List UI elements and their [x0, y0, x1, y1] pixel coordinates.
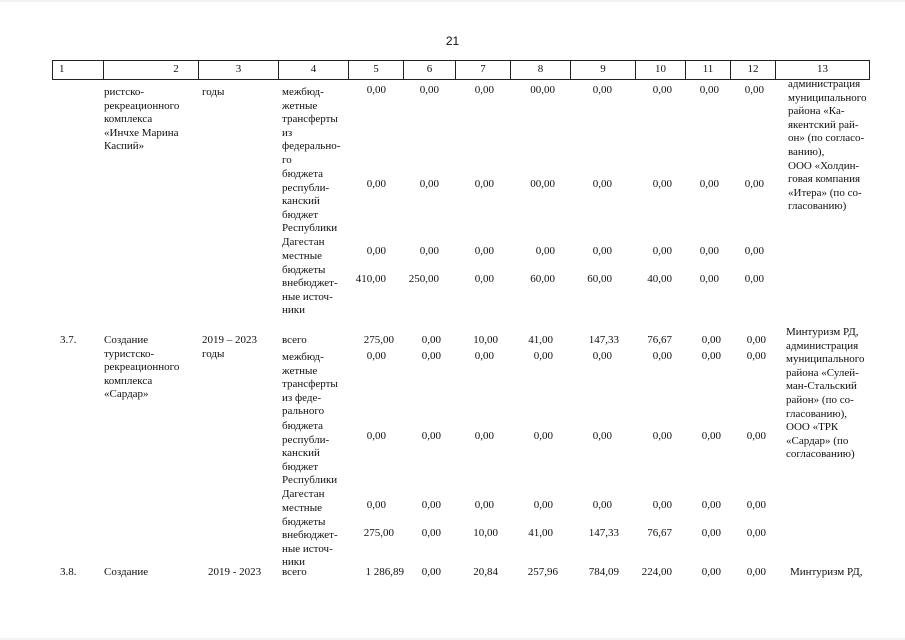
value-cell: 0,00	[533, 430, 553, 442]
value-cell: 41,00	[528, 527, 553, 539]
value-cell: 0,00	[592, 350, 612, 362]
value-cell: 0,00	[652, 430, 672, 442]
value-cell: 0,00	[744, 178, 764, 190]
value-cell: 275,00	[363, 527, 394, 539]
row-period: 2019 - 2023	[208, 566, 262, 578]
value-cell: 0,00	[533, 350, 553, 362]
value-cell: 0,00	[535, 245, 555, 257]
value-cell: 0,00	[652, 350, 672, 362]
value-cell: 147,33	[588, 527, 619, 539]
value-cell: 00,00	[530, 178, 555, 190]
value-cell: 0,00	[652, 84, 672, 96]
value-cell: 1 286,89	[365, 566, 404, 578]
value-cell: 0,00	[746, 350, 766, 362]
value-cell: 0,00	[746, 527, 766, 539]
header-col-12: 12	[730, 61, 775, 79]
source-label: межбюд- жетные трансферты из федерально- го	[282, 86, 341, 166]
value-cell: 0,00	[744, 84, 764, 96]
value-cell: 0,00	[701, 527, 721, 539]
value-cell: 0,00	[701, 566, 721, 578]
value-cell: 410,00	[355, 273, 386, 285]
value-cell: 0,00	[366, 178, 386, 190]
header-col-4: 4	[278, 61, 348, 79]
value-cell: 0,00	[701, 499, 721, 511]
page-edge-top	[0, 0, 905, 2]
page-number: 21	[445, 34, 460, 48]
header-col-9: 9	[570, 61, 635, 79]
row-number: 3.8.	[60, 566, 77, 578]
value-cell: 0,00	[701, 334, 721, 346]
source-label: местные бюджеты	[282, 502, 326, 528]
header-col-2: 2	[103, 61, 248, 79]
value-cell: 0,00	[474, 84, 494, 96]
source-label: всего	[282, 566, 307, 578]
value-cell: 0,00	[592, 430, 612, 442]
value-cell: 0,00	[746, 499, 766, 511]
value-cell: 0,00	[421, 350, 441, 362]
source-label: местные бюджеты	[282, 250, 326, 276]
value-cell: 257,96	[527, 566, 558, 578]
value-cell: 0,00	[652, 245, 672, 257]
value-cell: 0,00	[366, 430, 386, 442]
source-label: бюджета республи- канский бюджет Республики Дагестан	[282, 168, 338, 248]
value-cell: 147,33	[588, 334, 619, 346]
value-cell: 0,00	[419, 84, 439, 96]
value-cell: 0,00	[652, 178, 672, 190]
value-cell: 10,00	[473, 334, 498, 346]
row-object-name: ристско- рекреационного комплекса «Инчхе Марина Каспий»	[104, 86, 180, 153]
row-period: годы	[202, 86, 225, 98]
header-col-5: 5	[348, 61, 403, 79]
value-cell: 0,00	[419, 178, 439, 190]
value-cell: 0,00	[746, 566, 766, 578]
header-col-13: 13	[775, 61, 869, 79]
value-cell: 0,00	[421, 527, 441, 539]
row-executors: администрация муниципального района «Ка- якентский рай- он» (по согласо- ванию), ООО «Холдин- говая компания «Итера» (по со- гласованию)	[788, 78, 867, 213]
value-cell: 0,00	[744, 273, 764, 285]
value-cell: 0,00	[421, 499, 441, 511]
header-col-7: 7	[455, 61, 510, 79]
value-cell: 0,00	[701, 430, 721, 442]
value-cell: 40,00	[647, 273, 672, 285]
value-cell: 224,00	[641, 566, 672, 578]
row-object-name: Создание	[104, 566, 149, 578]
table-header-row	[52, 60, 870, 80]
value-cell: 0,00	[366, 84, 386, 96]
value-cell: 0,00	[474, 178, 494, 190]
value-cell: 60,00	[587, 273, 612, 285]
header-col-10: 10	[635, 61, 685, 79]
value-cell: 0,00	[474, 273, 494, 285]
row-object-name: Создание туристско- рекреационного комплекса «Сардар»	[104, 334, 180, 401]
source-label: межбюд- жетные трансферты из феде- рального	[282, 351, 338, 418]
value-cell: 0,00	[366, 350, 386, 362]
row-number: 3.7.	[60, 334, 77, 346]
value-cell: 0,00	[592, 84, 612, 96]
value-cell: 41,00	[528, 334, 553, 346]
header-col-8: 8	[510, 61, 570, 79]
value-cell: 0,00	[744, 245, 764, 257]
value-cell: 0,00	[474, 499, 494, 511]
value-cell: 0,00	[592, 499, 612, 511]
value-cell: 0,00	[366, 499, 386, 511]
value-cell: 76,67	[647, 334, 672, 346]
value-cell: 0,00	[474, 350, 494, 362]
value-cell: 00,00	[530, 84, 555, 96]
header-col-6: 6	[403, 61, 455, 79]
value-cell: 250,00	[408, 273, 439, 285]
value-cell: 0,00	[652, 499, 672, 511]
source-label: всего	[282, 334, 307, 346]
value-cell: 0,00	[592, 245, 612, 257]
value-cell: 0,00	[699, 84, 719, 96]
value-cell: 0,00	[366, 245, 386, 257]
source-label: внебюджет- ные источ- ники	[282, 529, 338, 569]
header-col-3: 3	[198, 61, 278, 79]
value-cell: 0,00	[419, 245, 439, 257]
row-executors: Минтуризм РД, администрация муниципального района «Сулей- ман-Стальский район» (по со- гласованию), ООО «ТРК «Сардар» (по согласованию)	[786, 326, 865, 461]
value-cell: 0,00	[746, 334, 766, 346]
value-cell: 10,00	[473, 527, 498, 539]
value-cell: 0,00	[421, 430, 441, 442]
value-cell: 20,84	[473, 566, 498, 578]
value-cell: 0,00	[699, 273, 719, 285]
value-cell: 60,00	[530, 273, 555, 285]
header-col-1: 1	[59, 63, 65, 75]
value-cell: 0,00	[592, 178, 612, 190]
header-col-11: 11	[685, 61, 730, 79]
value-cell: 0,00	[746, 430, 766, 442]
value-cell: 0,00	[701, 350, 721, 362]
value-cell: 0,00	[699, 245, 719, 257]
value-cell: 76,67	[647, 527, 672, 539]
value-cell: 275,00	[363, 334, 394, 346]
value-cell: 0,00	[699, 178, 719, 190]
value-cell: 0,00	[421, 334, 441, 346]
row-executors: Минтуризм РД,	[790, 566, 863, 578]
source-label: внебюджет- ные источ- ники	[282, 277, 338, 317]
value-cell: 0,00	[474, 245, 494, 257]
value-cell: 0,00	[474, 430, 494, 442]
value-cell: 0,00	[533, 499, 553, 511]
value-cell: 784,09	[588, 566, 619, 578]
row-period: 2019 – 2023 годы	[202, 334, 257, 360]
value-cell: 0,00	[421, 566, 441, 578]
source-label: бюджета республи- канский бюджет Республики Дагестан	[282, 420, 338, 500]
